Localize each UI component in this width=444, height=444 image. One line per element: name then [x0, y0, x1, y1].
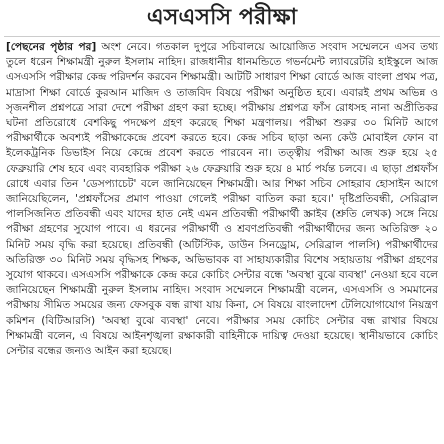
article-body [6, 40, 438, 440]
continued-from-label: [পেছনের পৃষ্ঠার পর] [6, 41, 97, 53]
headline-band [0, 0, 444, 36]
article-paragraph [6, 40, 438, 359]
article-headline: এসএসসি পরীক্ষা [146, 4, 298, 30]
article-text: অংশ নেবে। গতকাল দুপুরে সচিবালয়ে আয়োজিত সংবাদ সম্মেলনে এসব তথ্য তুলে ধরেন শিক্ষামন্ত্রী নুরুল ইসলাম নাহিদ। রাজধানীর ধানমন্ডিতে গভর্নমেন্ট ল্যাবরেটরি হাইস্কুলে আজ এসএসসি পরীক্ষার কেন্দ্র পরিদর্শন করবেন শিক্ষামন্ত্রী। আটটি সাধারণ শিক্ষা বোর্ডে আজ বাংলা প্রথম পত্র, মাদ্রাসা শিক্ষা বোর্ডে কুরআন মাজিদ ও তাজবিদ বিষয়ে পরীক্ষা অনুষ্ঠিত হবে। এবারই প্রথম অভিন্ন ও সৃজনশীল প্রশ্নপত্রে সারা দেশে পরীক্ষা গ্রহণ করা হচ্ছে। পরীক্ষায় প্রশ্নপত্র ফাঁস রোধসহ নানা অপ্রীতিকর ঘটনা প্রতিরোধে বেশকিছু পদক্ষেপ গ্রহণ করেছে শিক্ষা মন্ত্রণালয়। পরীক্ষা শুরুর ৩০ মিনিট আগে পরীক্ষার্থীকে অবশ্যই পরীক্ষাকেন্দ্রে প্রবেশ করতে হবে। কেন্দ্র সচিব ছাড়া অন্য কেউ মোবাইল ফোন বা ইলেকট্রনিক ডিভাইস নিয়ে কেন্দ্রে প্রবেশ করতে পারবেন না। তত্ত্বীয় পরীক্ষা আজ শুরু হয়ে ২৫ ফেব্রুয়ারি শেষ হবে এবং ব্যবহারিক পরীক্ষা ২৬ ফেব্রুয়ারি শুরু হয়ে ৪ মার্চ পর্যন্ত চলবে। এ ছাড়া প্রশ্নফাঁস রোধে এবার তিন 'ডেসপ্যাচেট' বলে জানিয়েছেন শিক্ষামন্ত্রী। আর শিক্ষা সচিব সোহরাব হোসাইন আগে জানিয়েছিলেন, 'প্রশ্নফাঁসের প্রমাণ পাওয়া গেলেই পরীক্ষা বাতিল করা হবে।' দৃষ্টিপ্রতিবন্ধী, সেরিব্রাল পালসিজনিত প্রতিবন্ধী এবং যাদের হাত নেই এমন প্রতিবন্ধী পরীক্ষার্থী স্ক্রাইব (শ্রুতি লেখক) সঙ্গে নিয়ে পরীক্ষা গ্রহণের সুযোগ পাবে। এ ধরনের পরীক্ষার্থী ও শ্রবণপ্রতিবন্ধী পরীক্ষার্থীদের জন্য অতিরিক্ত ২০ মিনিট সময় বৃদ্ধি করা হয়েছে। প্রতিবন্ধী (অটিস্টিক, ডাউন সিনড্রোম, সেরিব্রাল পালসি) পরীক্ষার্থীদের অতিরিক্ত ৩০ মিনিট সময় বৃদ্ধিসহ শিক্ষক, অভিভাবক বা সাহায্যকারীর বিশেষ সহায়তায় পরীক্ষা গ্রহণের সুযোগ থাকবে। এসএসসি পরীক্ষাকে কেন্দ্র করে কোচিং সেন্টার বন্ধে 'অবস্থা বুঝে ব্যবস্থা' নেওয়া হবে বলে জানিয়েছেন শিক্ষামন্ত্রী নুরুল ইসলাম নাহিদ। সংবাদ সম্মেলনে শিক্ষামন্ত্রী বলেন, এসএসসি ও সমমানের পরীক্ষায় সীমিত সময়ের জন্য ফেসবুক বন্ধ রাখা যায় কিনা, সে বিষয়ে বাংলাদেশ টেলিযোগাযোগ নিয়ন্ত্রণ কমিশন (বিটিআরসি) 'অবস্থা বুঝে ব্যবস্থা' নেবে। পরীক্ষার সময় কোচিং সেন্টার বন্ধ রাখার বিষয়ে শিক্ষামন্ত্রী বলেন, এ বিষয়ে আইনশৃঙ্খলা রক্ষাকারী বাহিনীকে দায়িত্ব দেওয়া হয়েছে। স্থানীয়ভাবে কোচিং সেন্টার বন্ধের জন্যও আইন করা হয়েছে। [6, 41, 438, 358]
headline-divider [4, 36, 440, 37]
